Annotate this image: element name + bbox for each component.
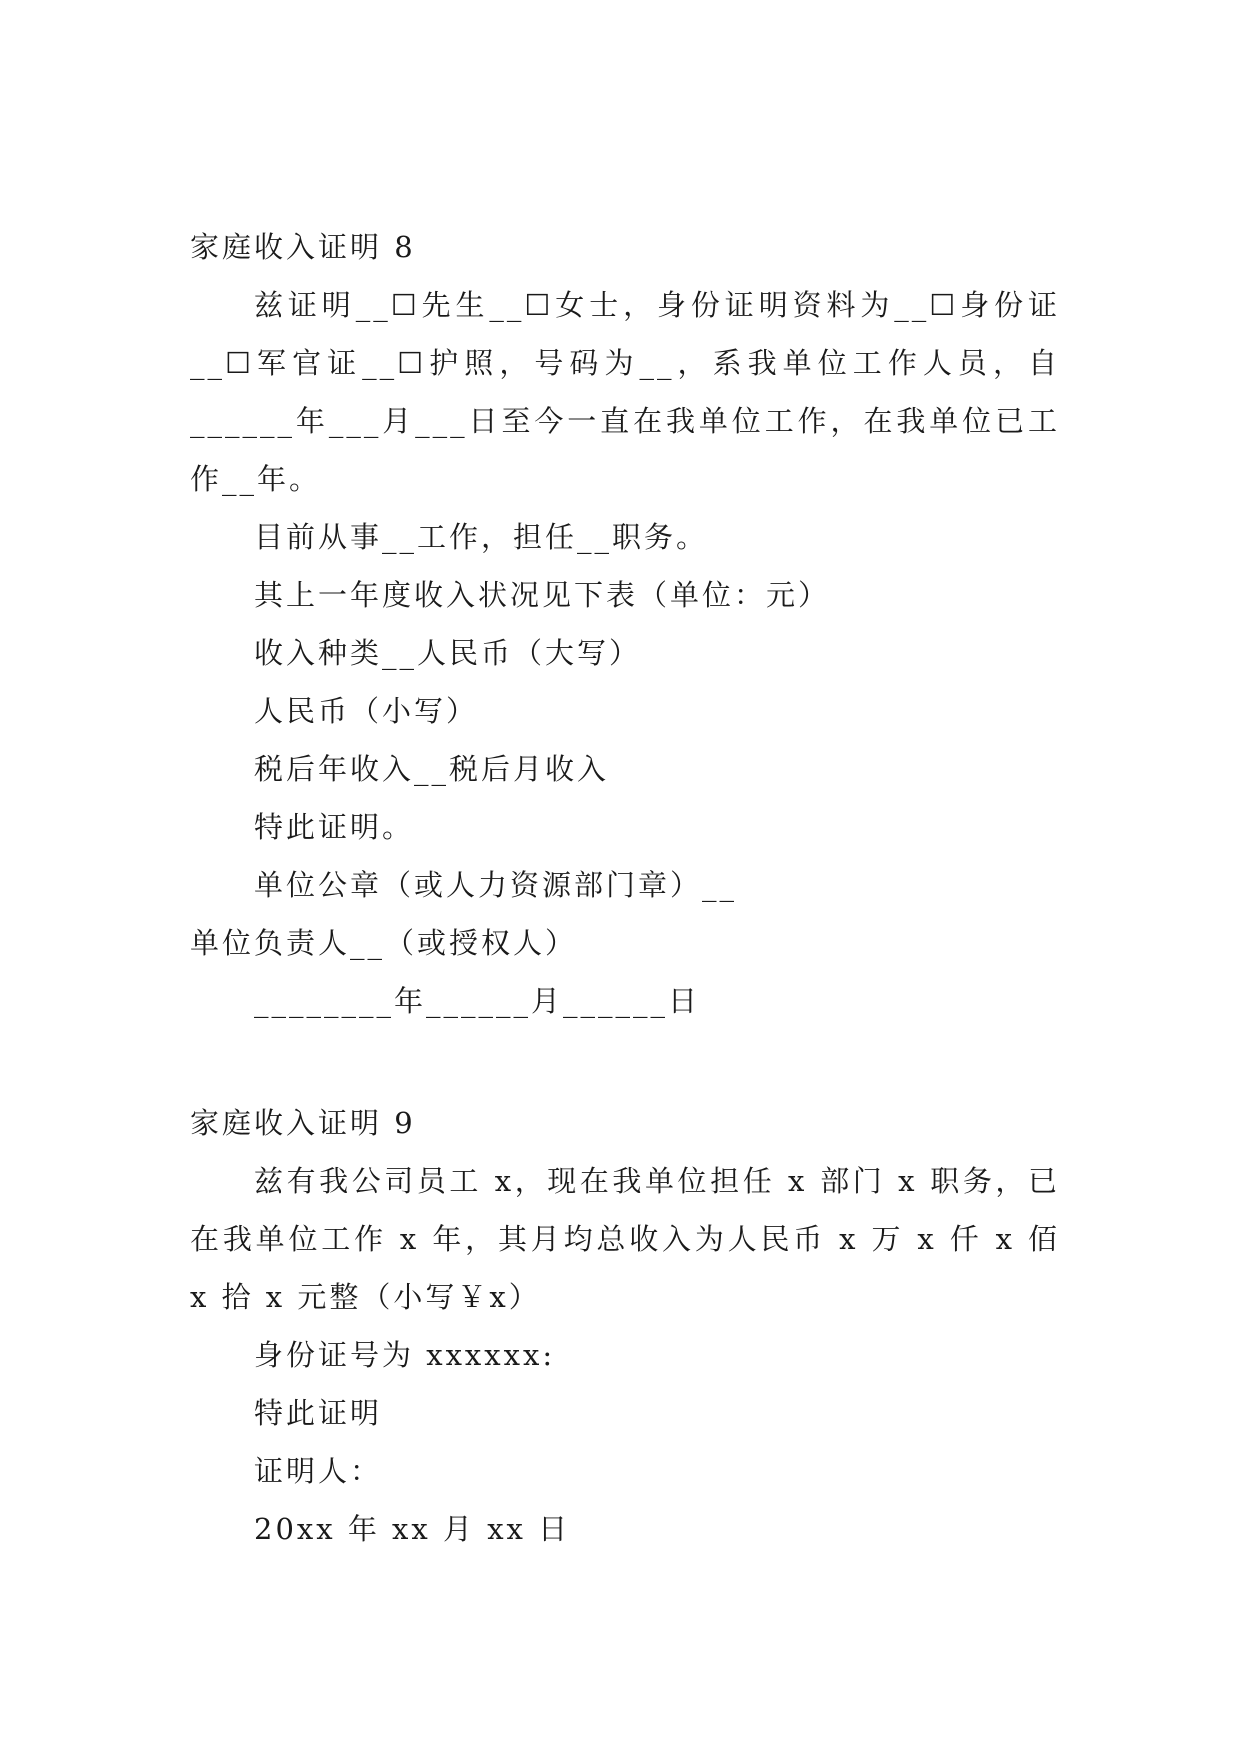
certificate-8-income-intro: 其上一年度收入状况见下表（单位：元） — [254, 578, 831, 612]
certificate-8-signatory-line: 单位负责人__（或授权人） — [190, 926, 578, 960]
certificate-9-date-line: 20xx 年 xx 月 xx 日 — [254, 1512, 571, 1546]
certificate-8-certify-line: 特此证明。 — [254, 810, 415, 844]
certificate-8-title: 家庭收入证明 8 — [190, 230, 416, 264]
income-certificate-9 — [190, 1094, 1073, 1558]
certificate-8-occupation-line: 目前从事__工作，担任__职务。 — [254, 520, 709, 554]
certificate-8-seal-line: 单位公章（或人力资源部门章）__ — [254, 868, 738, 902]
certificate-8-after-tax-line: 税后年收入__税后月收入 — [254, 752, 610, 786]
certificate-9-title: 家庭收入证明 9 — [190, 1106, 416, 1140]
certificate-8-date-line: ________年______月______日 — [254, 984, 701, 1018]
certificate-9-certifier-line: 证明人： — [254, 1454, 383, 1488]
certificate-8-income-type-line: 收入种类__人民币（大写） — [254, 636, 642, 670]
certificate-9-certify-line: 特此证明 — [254, 1396, 383, 1430]
certificate-8-rmb-lowercase-line: 人民币（小写） — [254, 694, 479, 728]
certificate-9-id-number-line: 身份证号为 xxxxxx: — [254, 1338, 556, 1372]
certificate-9-body-paragraph: 兹有我公司员工 x，现在我单位担任 x 部门 x 职务，已在我单位工作 x 年，其月均总收入为人民币 x 万 x 仟 x 佰 x 拾 x 元整（小写￥x） — [190, 1164, 1073, 1314]
certificate-8-body-paragraph: 兹证明__☐先生__☐女士，身份证明资料为__☐身份证__☐军官证__☐护照，号码为__，系我单位工作人员，自______年___月___日至今一直在我单位工作，在我单位已工作__年。 — [190, 288, 1060, 496]
income-certificate-8 — [190, 218, 1060, 1030]
